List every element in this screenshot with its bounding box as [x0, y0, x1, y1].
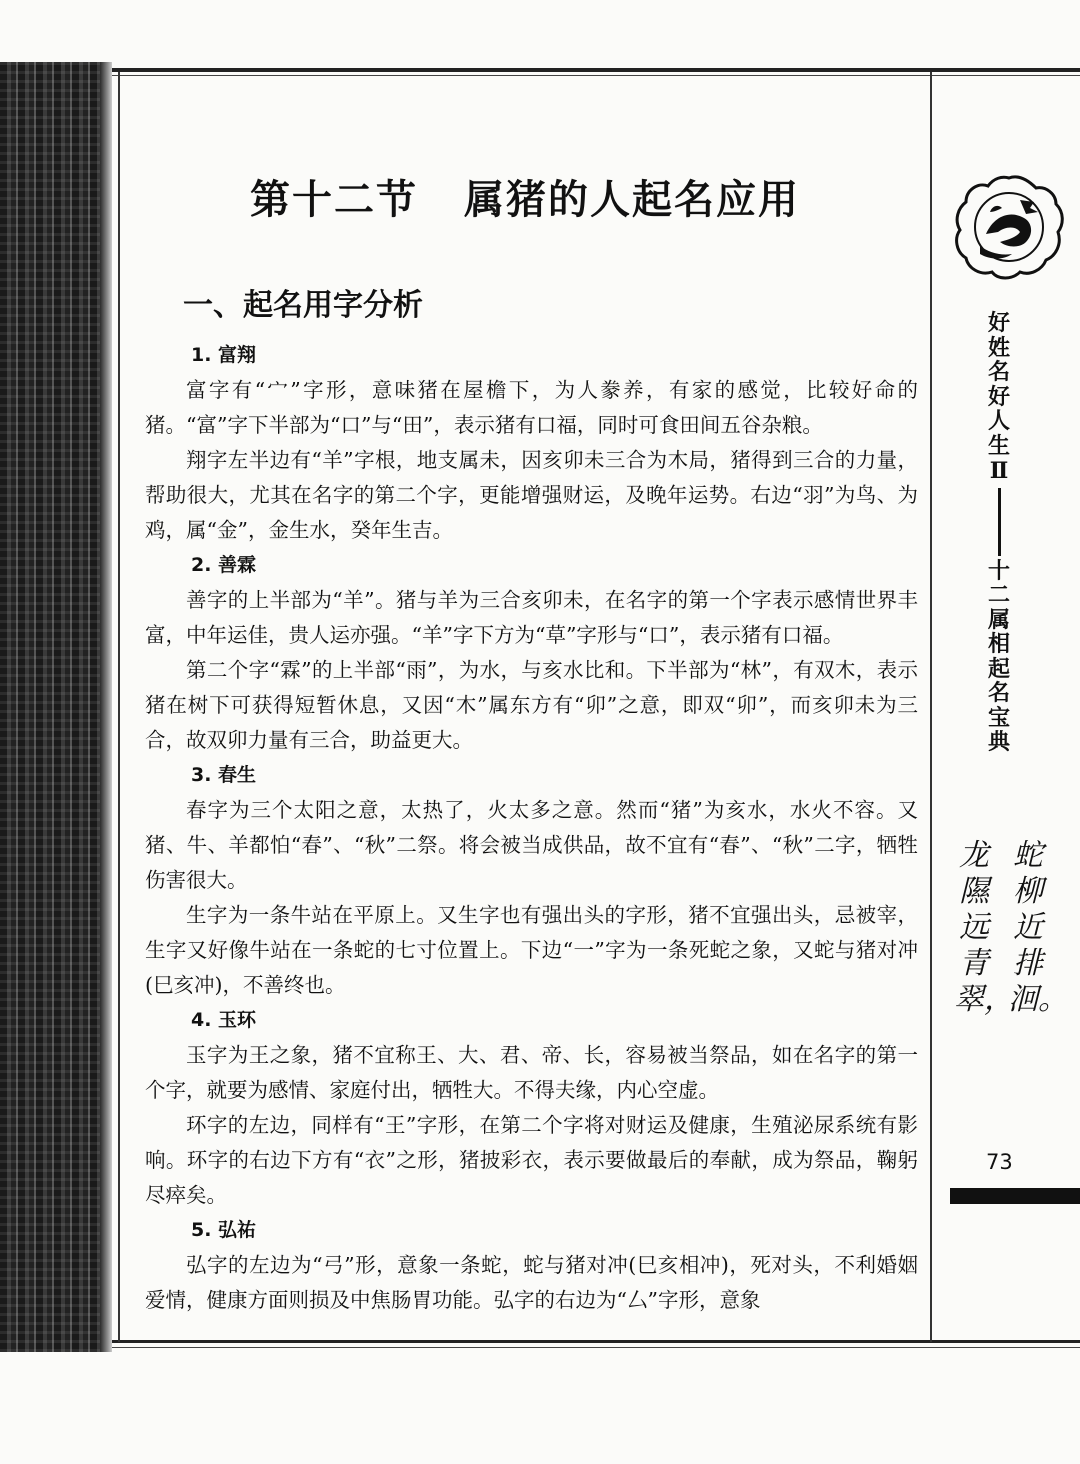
dragon-emblem-icon	[950, 172, 1068, 282]
poem	[950, 838, 1068, 1038]
series-volume: Ⅱ	[989, 458, 1009, 484]
item-title: 1. 富翔	[191, 344, 257, 366]
binding-shadow	[100, 62, 112, 1352]
paragraph: 春字为三个太阳之意，太热了，火太多之意。然而“猪”为亥水，水火不容。又猪、牛、羊都怕“春”、“秋”二祭。将会被当成供品，故不宜有“春”、“秋”二字，牺牲伤害很大。	[145, 798, 918, 892]
chapter-title	[120, 168, 930, 225]
series-divider	[998, 488, 1001, 556]
page-number-bar	[950, 1188, 1080, 1204]
paragraph: 富字有“宀”字形，意味猪在屋檐下，为人豢养，有家的感觉，比较好命的猪。“富”字下半部为“口”与“田”，表示猪有口福，同时可食田间五谷杂粮。	[145, 378, 918, 437]
series-title	[982, 312, 1016, 756]
paragraph: 环字的左边，同样有“王”字形，在第二个字将对财运及健康，生殖泌尿系统有影响。环字的右边下方有“衣”之形，猪披彩衣，表示要做最后的奉献，成为祭品，鞠躬尽瘁矣。	[145, 1113, 918, 1207]
page-frame-right-rule	[930, 72, 932, 1342]
item-block	[145, 758, 918, 1003]
item-title: 5. 弘祐	[191, 1219, 257, 1241]
page-frame-top-rule	[112, 68, 1080, 72]
paragraph: 翔字左半边有“羊”字根，地支属未，因亥卯未三合为木局，猪得到三合的力量，帮助很大，尤其在名字的第二个字，更能增强财运，及晚年运势。右边“羽”为鸟、为鸡，属“金”，金生水，癸年生吉。	[145, 448, 918, 542]
paragraph: 玉字为王之象，猪不宜称王、大、君、帝、长，容易被当祭品，如在名字的第一个字，就要为感情、家庭付出，牺牲大。不得夫缘，内心空虚。	[145, 1043, 918, 1102]
series-title-bottom: 十二属相起名宝典	[987, 558, 1010, 755]
book-binding-edge	[0, 62, 100, 1352]
item-block	[145, 1003, 918, 1213]
poem-line: 蛇柳近排洄。	[1008, 838, 1068, 1017]
item-block	[145, 1213, 918, 1318]
item-block	[145, 548, 918, 758]
page-frame-bottom-rule-thin	[112, 1347, 1080, 1348]
item-title: 4. 玉环	[191, 1009, 257, 1031]
chapter-name: 属猪的人起名应用	[464, 177, 800, 223]
page-frame-top-rule-thin	[112, 75, 1080, 76]
paragraph: 弘字的左边为“弓”形，意象一条蛇，蛇与猪对冲(巳亥相冲)，死对头，不利婚姻爱情，健康方面则损及中焦肠胃功能。弘字的右边为“厶”字形，意象	[145, 1253, 918, 1312]
paragraph: 善字的上半部为“羊”。猪与羊为三合亥卯未，在名字的第一个字表示感情世界丰富，中年运佳，贵人运亦强。“羊”字下方为“草”字形与“口”，表示猪有口福。	[145, 588, 918, 647]
main-content	[145, 338, 918, 1318]
page-frame-bottom-rule	[112, 1340, 1080, 1343]
series-title-top: 好姓名好人生	[987, 311, 1010, 459]
paragraph: 生字为一条牛站在平原上。又生字也有强出头的字形，猪不宜强出头，忌被宰，生字又好像牛站在一条蛇的七寸位置上。下边“一”字为一条死蛇之象，又蛇与猪对冲(巳亥冲)，不善终也。	[145, 903, 918, 997]
section-heading: 一、起名用字分析	[183, 288, 423, 323]
item-title: 3. 春生	[191, 764, 257, 786]
item-block	[145, 338, 918, 548]
page-number: 73	[986, 1150, 1013, 1174]
page-frame-left-rule	[118, 72, 120, 1342]
poem-line: 龙隰远青翠，	[954, 838, 1014, 1017]
paragraph: 第二个字“霖”的上半部“雨”，为水，与亥水比和。下半部为“林”，有双木，表示猪在树下可获得短暂休息，又因“木”属东方有“卯”之意，即双“卯”，而亥卯未为三合，故双卯力量有三合，助益更大。	[145, 658, 918, 752]
item-title: 2. 善霖	[191, 554, 257, 576]
chapter-number: 第十二节	[250, 177, 418, 223]
